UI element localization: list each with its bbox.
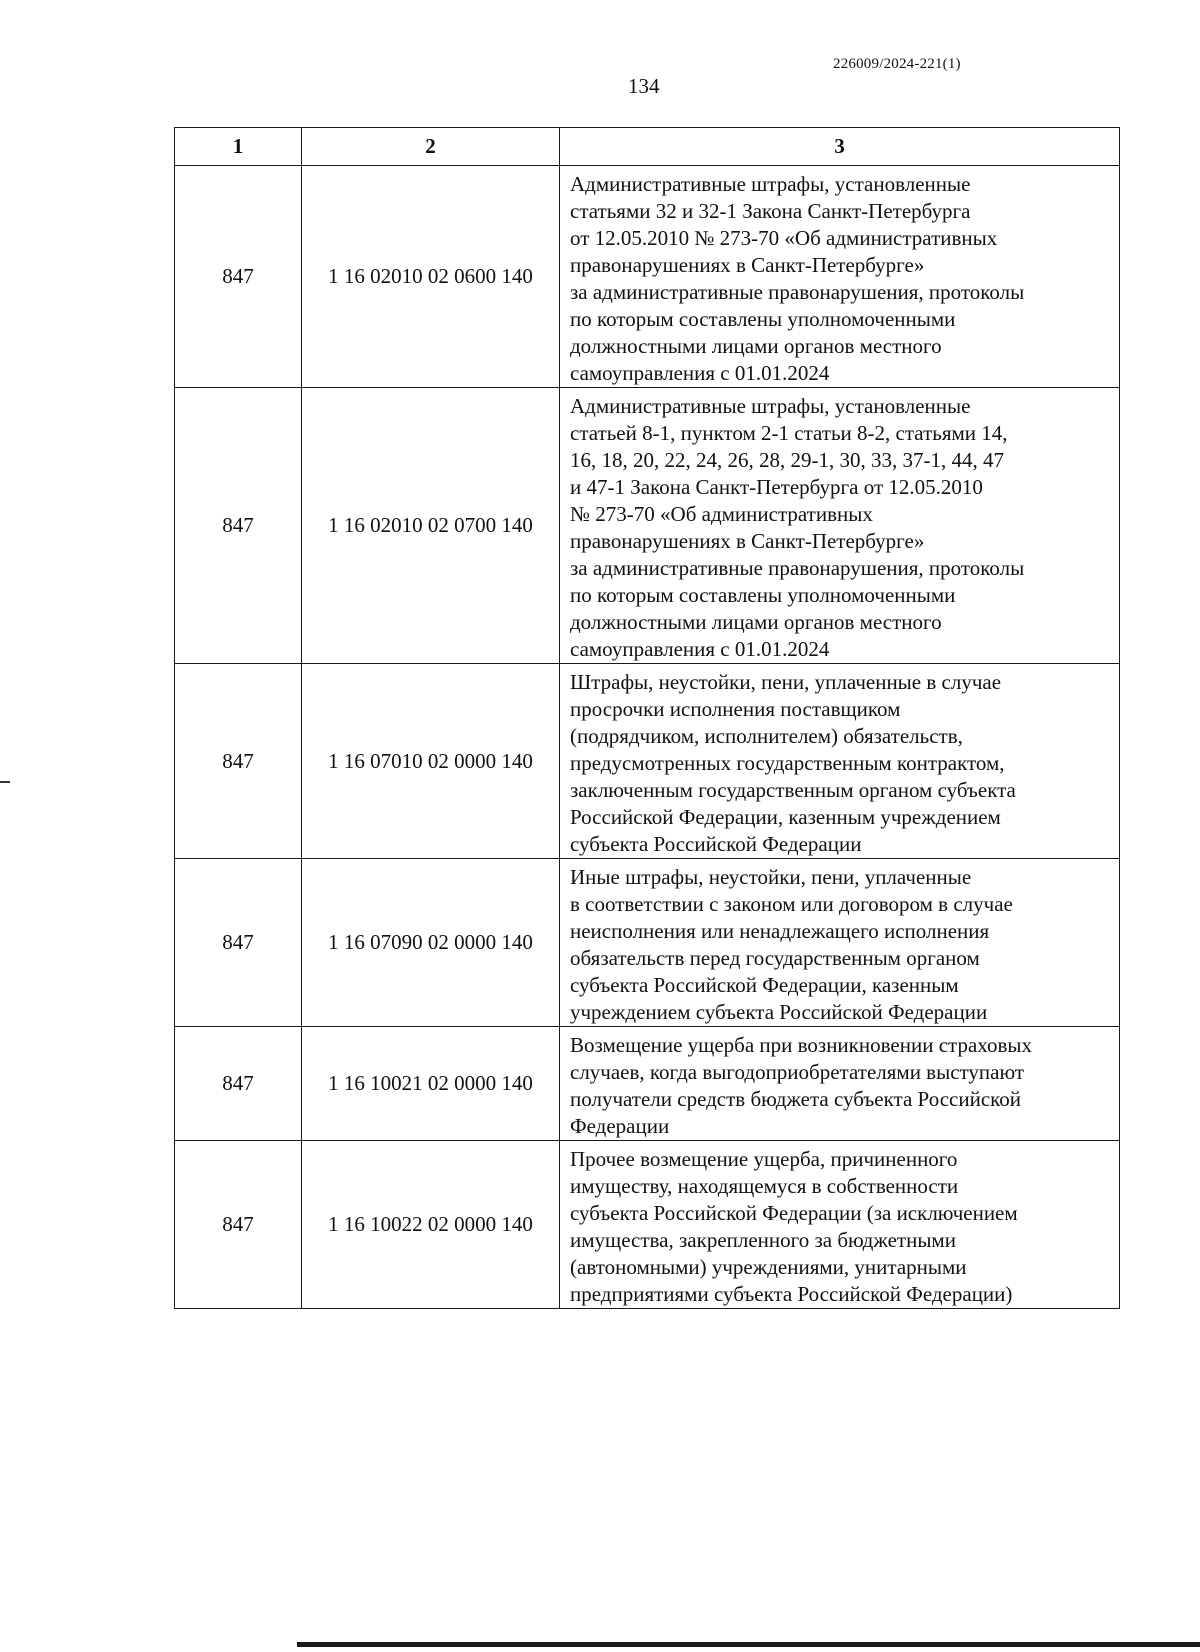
table-row: [175, 859, 1120, 1027]
budget-classification-code-cell: 1 16 10022 02 0000 140: [302, 1141, 560, 1309]
table-row: [175, 1027, 1120, 1141]
revenue-description-cell: Штрафы, неустойки, пени, уплаченные в случае просрочки исполнения поставщиком (подрядчиком, исполнителем) обязательств, предусмотренных государственным контрактом, заключенным государственным органом субъекта Российской Федерации, казенным учреждением субъекта Российской Федерации: [560, 664, 1120, 859]
budget-classification-code-cell: 1 16 07010 02 0000 140: [302, 664, 560, 859]
revenue-description-cell: Иные штрафы, неустойки, пени, уплаченные в соответствии с законом или договором в случае неисполнения или ненадлежащего исполнения обязательств перед государственным органом субъекта Российской Федерации, казенным учреждением субъекта Российской Федерации: [560, 859, 1120, 1027]
revenue-description-cell: Прочее возмещение ущерба, причиненного имуществу, находящемуся в собственности субъекта Российской Федерации (за исключением имущества, закрепленного за бюджетными (автономными) учреждениями, унитарными предприятиями субъекта Российской Федерации): [560, 1141, 1120, 1309]
column-header-3: 3: [560, 128, 1120, 166]
admin-code-cell: 847: [175, 859, 302, 1027]
budget-classification-code-cell: 1 16 10021 02 0000 140: [302, 1027, 560, 1141]
scan-edge-mark: [0, 781, 10, 783]
admin-code-cell: 847: [175, 166, 302, 388]
table-row: [175, 166, 1120, 388]
revenue-codes-table: [174, 127, 1120, 1309]
revenue-description-cell: Возмещение ущерба при возникновении страховых случаев, когда выгодоприобретателями выступают получатели средств бюджета субъекта Российской Федерации: [560, 1027, 1120, 1141]
column-header-2: 2: [302, 128, 560, 166]
admin-code-cell: 847: [175, 1027, 302, 1141]
budget-classification-code-cell: 1 16 07090 02 0000 140: [302, 859, 560, 1027]
table-row: [175, 1141, 1120, 1309]
scan-bottom-edge: [297, 1642, 1200, 1647]
table-row: [175, 664, 1120, 859]
budget-classification-code-cell: 1 16 02010 02 0600 140: [302, 166, 560, 388]
table-header-row: [175, 128, 1120, 166]
column-header-1: 1: [175, 128, 302, 166]
page-number: 134: [628, 74, 660, 98]
revenue-description-cell: Административные штрафы, установленные статьями 32 и 32-1 Закона Санкт-Петербурга от 12.05.2010 № 273-70 «Об административных правонарушениях в Санкт-Петербурге» за административные правонарушения, протоколы по которым составлены уполномоченными должностными лицами органов местного самоуправления с 01.01.2024: [560, 166, 1120, 388]
budget-classification-code-cell: 1 16 02010 02 0700 140: [302, 388, 560, 664]
document-registration-number: 226009/2024-221(1): [833, 56, 961, 72]
table-row: [175, 388, 1120, 664]
admin-code-cell: 847: [175, 664, 302, 859]
admin-code-cell: 847: [175, 1141, 302, 1309]
revenue-description-cell: Административные штрафы, установленные статьей 8-1, пунктом 2-1 статьи 8-2, статьями 14, 16, 18, 20, 22, 24, 26, 28, 29-1, 30, 33, 37-1, 44, 47 и 47-1 Закона Санкт-Петербурга от 12.05.2010 № 273-70 «Об административных правонарушениях в Санкт-Петербурге» за административные правонарушения, протоколы по которым составлены уполномоченными должностными лицами органов местного самоуправления с 01.01.2024: [560, 388, 1120, 664]
admin-code-cell: 847: [175, 388, 302, 664]
